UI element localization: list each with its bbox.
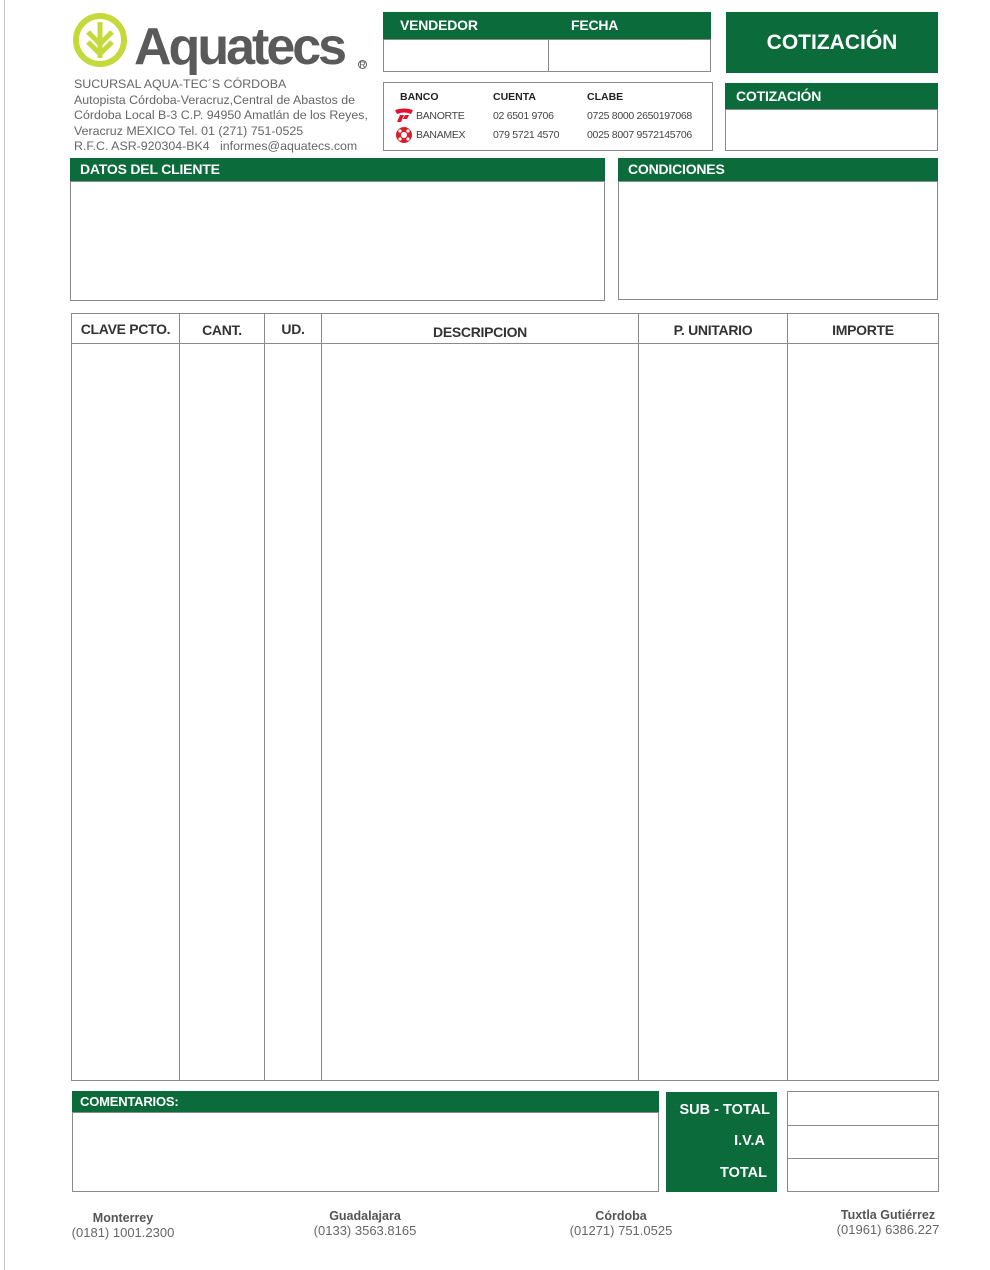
registered-mark: R — [359, 60, 366, 70]
condiciones-header: CONDICIONES — [618, 158, 938, 181]
bank-row-banamex-clabe: 0025 8007 9572145706 — [587, 129, 692, 141]
items-table-header-rule — [72, 343, 938, 344]
col-header-cant: CANT. — [202, 322, 242, 338]
bank-row-banorte-name: BANORTE — [416, 110, 465, 122]
leaf-logo-icon — [72, 12, 128, 68]
datos-cliente-field[interactable] — [70, 181, 605, 301]
bank-col-cuenta: CUENTA — [493, 91, 536, 103]
col-divider-2 — [264, 314, 265, 1080]
branch-address-line2: Córdoba Local B-3 C.P. 94950 Amatlán de los Reyes, — [74, 108, 368, 122]
col-divider-5 — [787, 314, 788, 1080]
footer-phone: (01271) 751.0525 — [569, 1223, 673, 1238]
footer-city: Córdoba — [595, 1209, 647, 1223]
footer-city: Tuxtla Gutiérrez — [840, 1208, 936, 1222]
total-label: TOTAL — [720, 1165, 767, 1181]
bank-row-banorte-cuenta: 02 6501 9706 — [493, 110, 554, 122]
totals-rule-2 — [788, 1158, 938, 1159]
items-table[interactable] — [71, 313, 939, 1081]
footer-office-monterrey — [62, 1211, 184, 1240]
col-header-descripcion: DESCRIPCION — [433, 324, 527, 340]
col-divider-1 — [179, 314, 180, 1080]
col-header-p-unitario: P. UNITARIO — [673, 322, 753, 338]
bank-row-banamex-cuenta: 079 5721 4570 — [493, 129, 560, 141]
comentarios-field[interactable] — [72, 1112, 659, 1192]
banorte-logo-icon — [394, 108, 414, 122]
footer-phone: (0181) 1001.2300 — [71, 1225, 175, 1240]
bank-col-banco: BANCO — [400, 91, 439, 103]
branch-name: SUCURSAL AQUA-TEC´S CÓRDOBA — [74, 77, 287, 91]
subtotal-label: SUB - TOTAL — [679, 1102, 770, 1118]
footer-city: Monterrey — [92, 1211, 154, 1225]
vendedor-label: VENDEDOR — [400, 17, 478, 33]
footer-office-guadalajara — [304, 1209, 426, 1238]
bank-col-clabe: CLABE — [587, 91, 624, 103]
vendedor-fecha-header — [383, 12, 711, 39]
totals-values-box — [787, 1091, 939, 1192]
brand-name: Aquatecs — [134, 18, 345, 76]
footer-phone: (0133) 3563.8165 — [313, 1223, 417, 1238]
bank-accounts-table — [383, 82, 713, 151]
col-header-clave: CLAVE PCTO. — [80, 321, 171, 337]
branch-rfc: R.F.C. ASR-920304-BK4 — [74, 139, 210, 153]
branch-email[interactable]: informes@aquatecs.com — [220, 139, 358, 153]
footer-city: Guadalajara — [329, 1209, 401, 1223]
footer-office-cordoba — [560, 1209, 682, 1238]
bank-row-banamex-name: BANAMEX — [416, 129, 466, 141]
fecha-field[interactable] — [548, 39, 711, 72]
cotizacion-number-label: COTIZACIÓN — [725, 83, 938, 109]
iva-label: I.V.A — [734, 1133, 765, 1149]
bank-row-banorte-clabe: 0725 8000 2650197068 — [587, 110, 692, 122]
col-divider-4 — [638, 314, 639, 1080]
document-title: COTIZACIÓN — [726, 12, 938, 73]
totals-labels-panel — [666, 1092, 777, 1192]
branch-address-line1: Autopista Córdoba-Veracruz,Central de Abastos de — [74, 93, 356, 107]
col-divider-3 — [321, 314, 322, 1080]
footer-phone: (01961) 6386.227 — [836, 1222, 940, 1237]
branch-address-line3: Veracruz MEXICO Tel. 01 (271) 751-0525 — [74, 124, 304, 138]
banamex-logo-icon — [394, 126, 414, 144]
col-header-ud: UD. — [281, 321, 305, 337]
page-edge-line — [4, 0, 5, 1270]
brand-logo — [72, 12, 372, 74]
footer-office-tuxtla — [826, 1208, 950, 1237]
fecha-label: FECHA — [571, 17, 619, 33]
vendedor-field[interactable] — [383, 39, 549, 72]
col-header-importe: IMPORTE — [832, 322, 894, 338]
condiciones-field[interactable] — [618, 181, 938, 300]
datos-cliente-header: DATOS DEL CLIENTE — [70, 158, 605, 181]
comentarios-header: COMENTARIOS: — [72, 1091, 659, 1112]
cotizacion-number-field[interactable] — [725, 109, 938, 151]
totals-rule-1 — [788, 1125, 938, 1126]
